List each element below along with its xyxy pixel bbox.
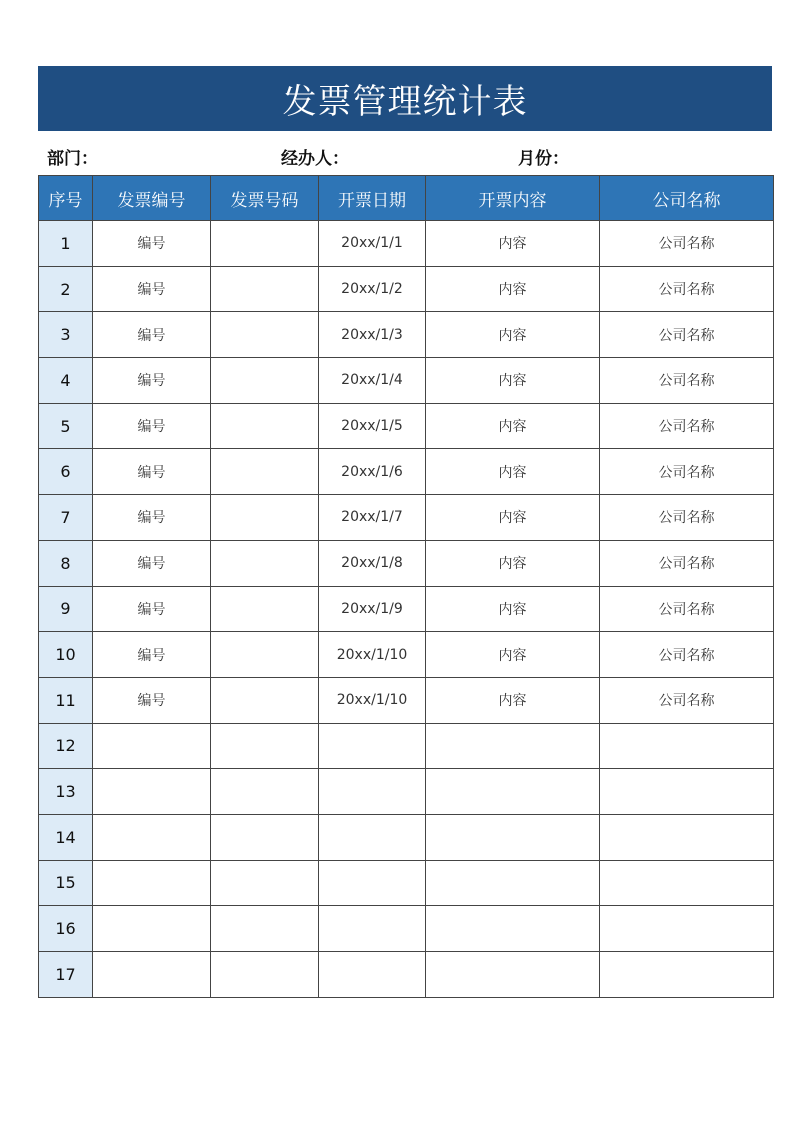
cell-content: 内容 <box>426 403 600 449</box>
cell-company: 公司名称 <box>600 403 774 449</box>
cell-company: 公司名称 <box>600 221 774 267</box>
header-invoice-id: 发票编号 <box>93 176 211 221</box>
cell-invoice-id: 编号 <box>93 266 211 312</box>
cell-issue-date: 20xx/1/9 <box>319 586 426 632</box>
cell-content: 内容 <box>426 312 600 358</box>
cell-issue-date: 20xx/1/4 <box>319 358 426 404</box>
cell-issue-date: 20xx/1/10 <box>319 677 426 723</box>
cell-content: 内容 <box>426 540 600 586</box>
cell-company <box>600 952 774 998</box>
cell-invoice-number <box>211 906 319 952</box>
cell-company: 公司名称 <box>600 495 774 541</box>
cell-content: 内容 <box>426 358 600 404</box>
cell-seq: 14 <box>39 814 93 860</box>
cell-invoice-number <box>211 540 319 586</box>
cell-invoice-id: 编号 <box>93 586 211 632</box>
info-row <box>38 140 772 170</box>
cell-invoice-number <box>211 769 319 815</box>
cell-invoice-id: 编号 <box>93 221 211 267</box>
cell-invoice-number <box>211 952 319 998</box>
cell-seq: 3 <box>39 312 93 358</box>
table-row <box>39 723 774 769</box>
cell-invoice-id <box>93 906 211 952</box>
cell-seq: 13 <box>39 769 93 815</box>
cell-invoice-number <box>211 586 319 632</box>
cell-company: 公司名称 <box>600 540 774 586</box>
header-content: 开票内容 <box>426 176 600 221</box>
cell-invoice-number <box>211 312 319 358</box>
table-row <box>39 403 774 449</box>
cell-company <box>600 906 774 952</box>
cell-issue-date: 20xx/1/7 <box>319 495 426 541</box>
table-header-row <box>39 176 774 221</box>
invoice-table <box>38 175 774 998</box>
cell-invoice-id: 编号 <box>93 540 211 586</box>
table-row <box>39 540 774 586</box>
table-body <box>39 221 774 998</box>
cell-seq: 4 <box>39 358 93 404</box>
cell-company <box>600 769 774 815</box>
cell-company: 公司名称 <box>600 586 774 632</box>
cell-issue-date: 20xx/1/2 <box>319 266 426 312</box>
cell-invoice-id: 编号 <box>93 495 211 541</box>
table-row <box>39 769 774 815</box>
cell-invoice-id: 编号 <box>93 312 211 358</box>
table-row <box>39 952 774 998</box>
cell-company: 公司名称 <box>600 677 774 723</box>
cell-content: 内容 <box>426 495 600 541</box>
cell-seq: 10 <box>39 632 93 678</box>
table-row <box>39 266 774 312</box>
cell-company <box>600 723 774 769</box>
cell-invoice-id: 编号 <box>93 632 211 678</box>
month-label: 月份： <box>518 149 569 169</box>
cell-content: 内容 <box>426 266 600 312</box>
cell-invoice-number <box>211 814 319 860</box>
cell-content <box>426 906 600 952</box>
table-row <box>39 312 774 358</box>
cell-invoice-id: 编号 <box>93 677 211 723</box>
cell-issue-date <box>319 860 426 906</box>
cell-company: 公司名称 <box>600 266 774 312</box>
cell-invoice-number <box>211 632 319 678</box>
cell-seq: 11 <box>39 677 93 723</box>
cell-seq: 1 <box>39 221 93 267</box>
cell-company: 公司名称 <box>600 449 774 495</box>
cell-invoice-number <box>211 860 319 906</box>
cell-seq: 12 <box>39 723 93 769</box>
cell-seq: 9 <box>39 586 93 632</box>
cell-invoice-number <box>211 723 319 769</box>
cell-seq: 7 <box>39 495 93 541</box>
header-invoice-number: 发票号码 <box>211 176 319 221</box>
cell-content <box>426 860 600 906</box>
handler-label: 经办人： <box>281 149 349 169</box>
cell-issue-date <box>319 723 426 769</box>
cell-company: 公司名称 <box>600 358 774 404</box>
table-row <box>39 495 774 541</box>
cell-invoice-id <box>93 860 211 906</box>
cell-issue-date: 20xx/1/1 <box>319 221 426 267</box>
table-row <box>39 632 774 678</box>
table-row <box>39 814 774 860</box>
cell-content: 内容 <box>426 221 600 267</box>
cell-content <box>426 952 600 998</box>
table-row <box>39 449 774 495</box>
cell-seq: 8 <box>39 540 93 586</box>
cell-invoice-id: 编号 <box>93 403 211 449</box>
cell-content: 内容 <box>426 632 600 678</box>
header-seq: 序号 <box>39 176 93 221</box>
table-row <box>39 358 774 404</box>
cell-issue-date: 20xx/1/10 <box>319 632 426 678</box>
cell-seq: 15 <box>39 860 93 906</box>
cell-company: 公司名称 <box>600 632 774 678</box>
cell-content: 内容 <box>426 586 600 632</box>
cell-issue-date: 20xx/1/3 <box>319 312 426 358</box>
table-row <box>39 586 774 632</box>
cell-invoice-number <box>211 495 319 541</box>
cell-invoice-id: 编号 <box>93 358 211 404</box>
table-row <box>39 221 774 267</box>
cell-content <box>426 723 600 769</box>
cell-content: 内容 <box>426 449 600 495</box>
cell-invoice-number <box>211 677 319 723</box>
cell-issue-date <box>319 952 426 998</box>
cell-content: 内容 <box>426 677 600 723</box>
header-issue-date: 开票日期 <box>319 176 426 221</box>
cell-content <box>426 769 600 815</box>
cell-invoice-number <box>211 449 319 495</box>
table-row <box>39 860 774 906</box>
cell-seq: 16 <box>39 906 93 952</box>
cell-issue-date <box>319 814 426 860</box>
table-row <box>39 906 774 952</box>
cell-company <box>600 814 774 860</box>
cell-content <box>426 814 600 860</box>
cell-company: 公司名称 <box>600 312 774 358</box>
cell-seq: 6 <box>39 449 93 495</box>
cell-invoice-id <box>93 814 211 860</box>
cell-issue-date: 20xx/1/5 <box>319 403 426 449</box>
cell-seq: 17 <box>39 952 93 998</box>
cell-issue-date <box>319 769 426 815</box>
cell-invoice-number <box>211 358 319 404</box>
cell-invoice-number <box>211 221 319 267</box>
header-company: 公司名称 <box>600 176 774 221</box>
cell-seq: 5 <box>39 403 93 449</box>
cell-issue-date: 20xx/1/8 <box>319 540 426 586</box>
cell-issue-date: 20xx/1/6 <box>319 449 426 495</box>
department-label: 部门： <box>47 149 98 169</box>
table-row <box>39 677 774 723</box>
cell-invoice-number <box>211 403 319 449</box>
cell-issue-date <box>319 906 426 952</box>
cell-invoice-id <box>93 952 211 998</box>
page-title: 发票管理统计表 <box>38 66 772 131</box>
cell-invoice-id <box>93 769 211 815</box>
cell-invoice-number <box>211 266 319 312</box>
cell-invoice-id <box>93 723 211 769</box>
cell-invoice-id: 编号 <box>93 449 211 495</box>
cell-company <box>600 860 774 906</box>
cell-seq: 2 <box>39 266 93 312</box>
